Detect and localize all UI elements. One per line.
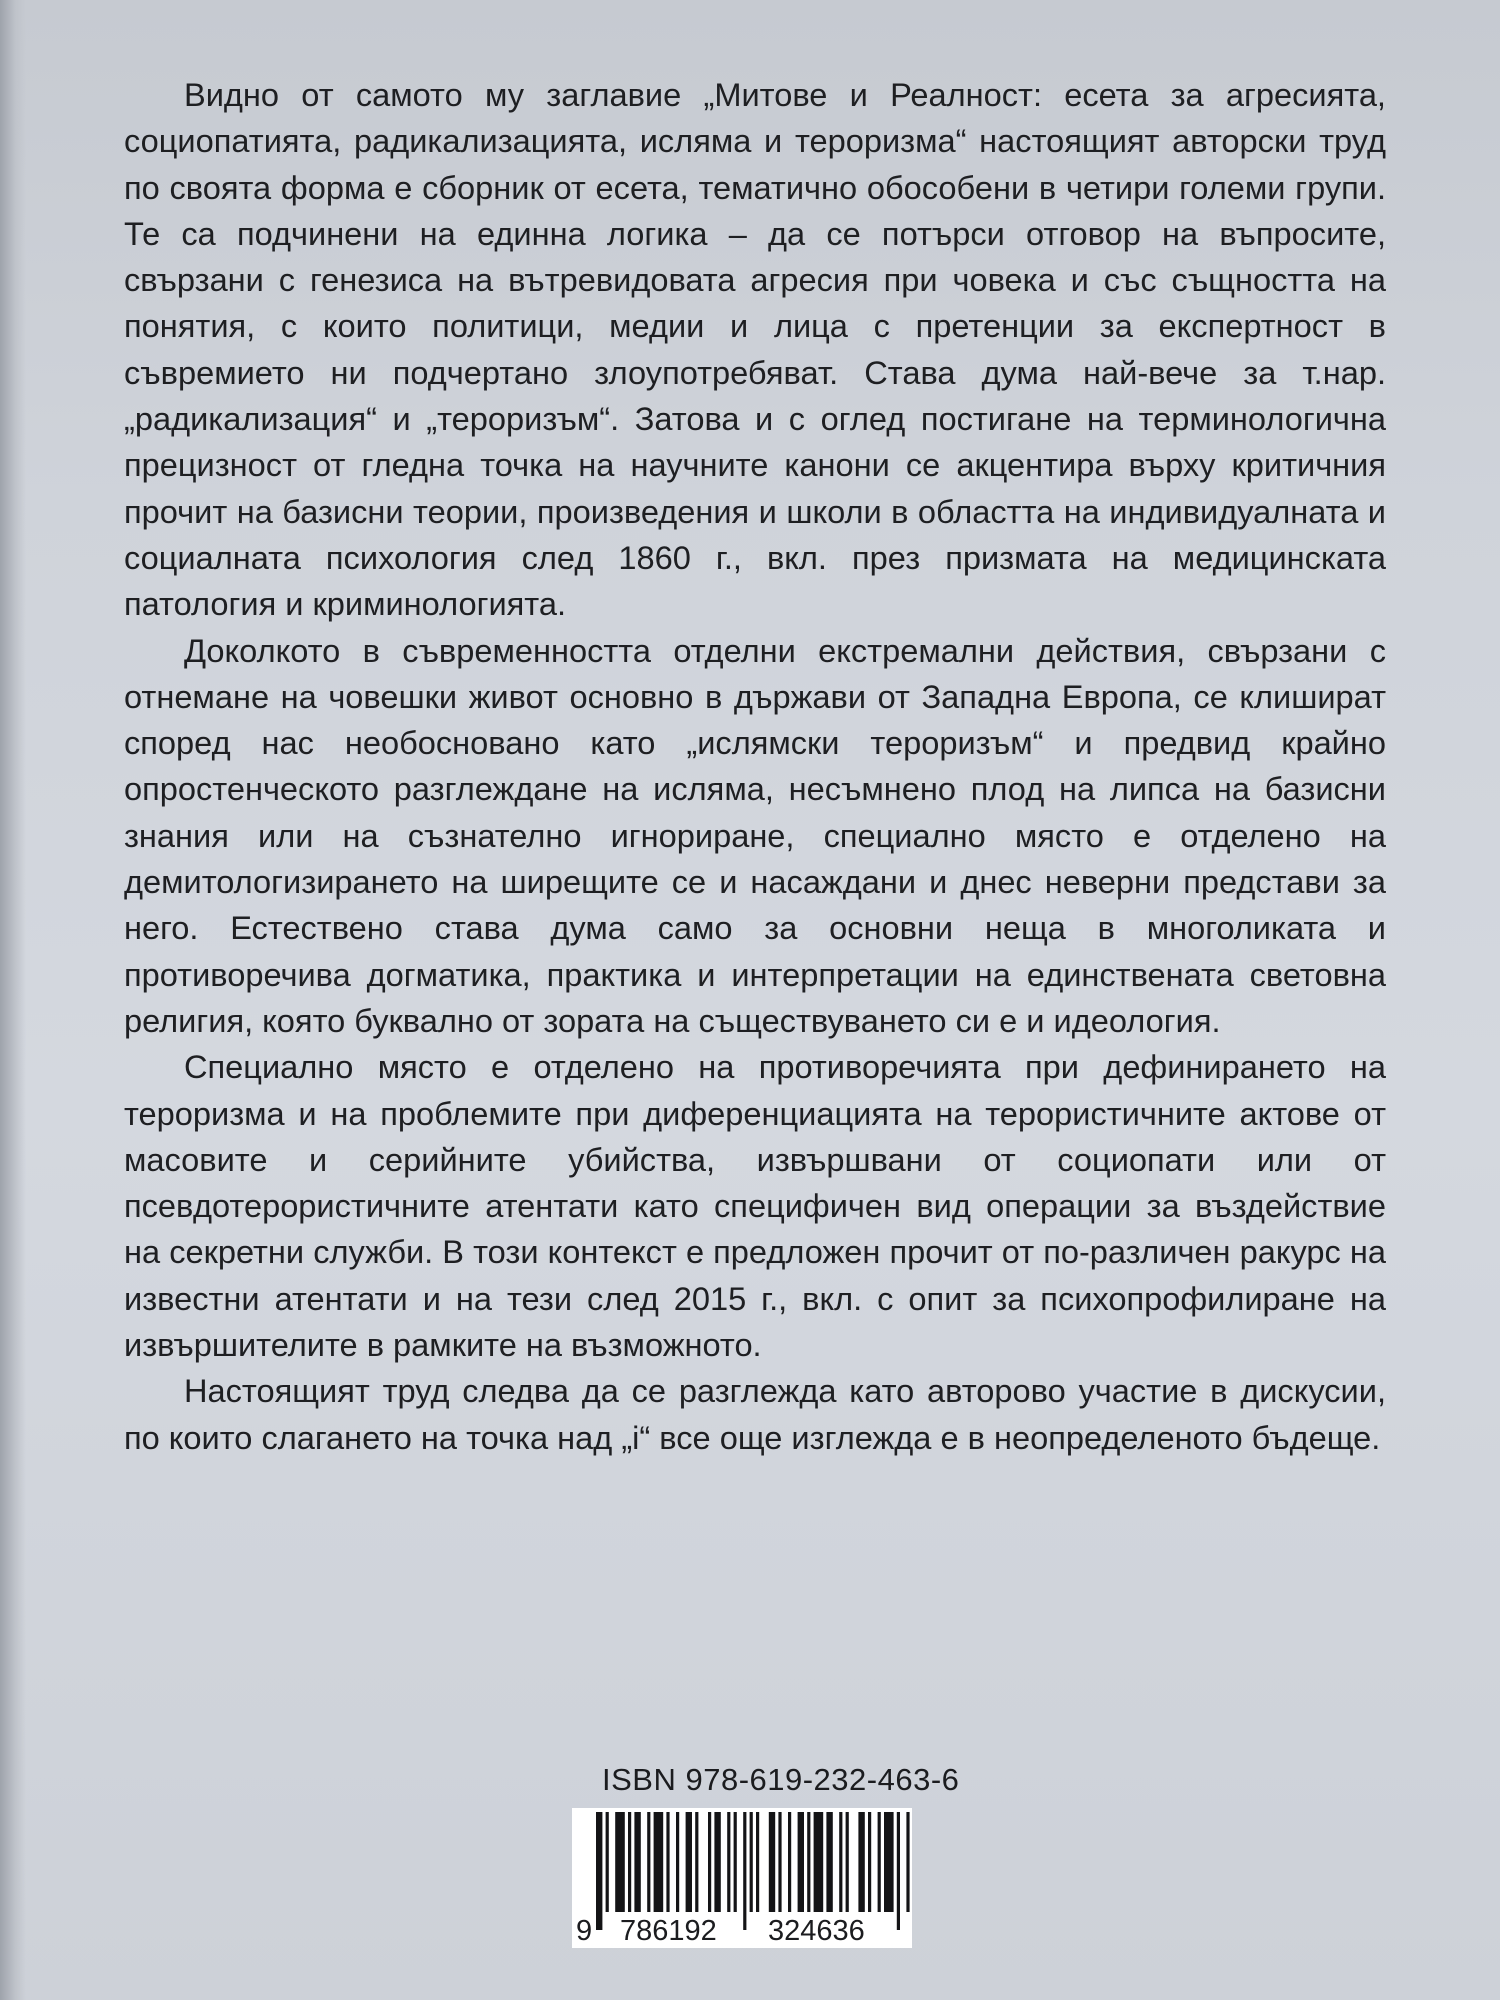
blurb-text bbox=[124, 72, 1386, 1461]
barcode-bar bbox=[686, 1812, 692, 1912]
blurb-paragraph-1: Видно от самото му заглавие „Митове и Реалност: есета за агресията, социопатията, радикализацията, исляма и тероризма“ настоящият авторски труд по своята форма е сборник от есета, тематично обособени в четири големи групи. Те са подчинени на единна логика – да се потърси отговор на въпросите, свързани с генезиса на вътревидовата агресия при човека и със същността на понятия, с които политици, медии и лица с претенции за експертност в съвремието ни подчертано злоупотребяват. Става дума най-вече за т.нар. „радикализация“ и „тероризъм“. Затова и с оглед постигане на терминологична прецизност от гледна точка на научните канони се акцентира върху критичния прочит на базисни теории, произведения и школи в областта на индивидуалната и социалната психология след 1860 г., вкл. през призмата на медицинската патология и криминологията. bbox=[124, 76, 1386, 623]
barcode-bar bbox=[628, 1812, 631, 1912]
barcode-bar bbox=[676, 1812, 679, 1912]
barcode-bar bbox=[666, 1812, 669, 1912]
barcode-left-digits: 786192 bbox=[620, 1915, 717, 1947]
barcode-right-digits: 324636 bbox=[768, 1915, 865, 1947]
barcode-bar bbox=[714, 1812, 720, 1912]
barcode-bar bbox=[778, 1812, 781, 1912]
barcode-bar bbox=[868, 1812, 871, 1912]
barcode-bar bbox=[798, 1812, 804, 1912]
isbn-block bbox=[572, 1762, 960, 1962]
barcode-lead-digit: 9 bbox=[576, 1915, 593, 1947]
blurb-paragraph-4: Настоящият труд следва да се разглежда като авторово участие в дискусии, по които слагането на точка над „i“ все още изглежда е в неопределеното бъдеще. bbox=[124, 1372, 1386, 1456]
blurb-paragraph-2: Доколкото в съвременността отделни екстремални действия, свързани с отнемане на човешки живот основно в държави от Западна Европа, се клишират според нас необосновано като „ислямски тероризъм“ и предвид крайно опростенческото разглеждане на исляма, несъмнено плод на липса на базисни знания или на съзнателно игнориране, специално място е отделено на демитологизирането на ширещите се и насаждани и днес неверни представи за него. Естествено става дума само за основни неща в многоликата и противоречива догматика, практика и интерпретации на единствената световна религия, която буквално от зората на съществуването си е и идеология. bbox=[124, 631, 1386, 1039]
barcode-bar bbox=[884, 1812, 894, 1912]
barcode-bar bbox=[615, 1812, 625, 1912]
spine-shadow bbox=[0, 0, 26, 2000]
isbn-number: ISBN 978-619-232-463-6 bbox=[602, 1762, 960, 1797]
barcode-bar bbox=[769, 1812, 775, 1912]
barcode-bar bbox=[846, 1812, 849, 1912]
barcode-bar bbox=[596, 1812, 602, 1930]
barcode-bar bbox=[897, 1812, 900, 1930]
barcode-bar bbox=[750, 1812, 753, 1912]
barcode-bar bbox=[606, 1812, 609, 1912]
blurb-paragraph-3: Специално място е отделено на противоречията при дефинирането на тероризма и на проблемите при диференциацията на терористичните актове от масовите и серийните убийства, извършвани от социопати или от псевдотерористичните атентати като специфичен вид операции за въздействие на секретни служби. В този контекст е предложен прочит от по-различен ракурс на известни атентати и на тези след 2015 г., вкл. с опит за психопрофилиране на извършителите в рамките на възможното. bbox=[124, 1048, 1386, 1364]
barcode-bar bbox=[734, 1812, 737, 1912]
barcode-bar bbox=[756, 1812, 759, 1912]
barcode-bar bbox=[654, 1812, 664, 1912]
barcode-bar bbox=[708, 1812, 711, 1912]
barcode-bar bbox=[814, 1812, 824, 1912]
barcode-bar bbox=[743, 1812, 746, 1930]
barcode-bar bbox=[695, 1812, 698, 1912]
barcode-bar bbox=[906, 1812, 909, 1912]
barcode-bar bbox=[647, 1812, 650, 1912]
barcode-bar bbox=[727, 1812, 730, 1912]
barcode-bar bbox=[858, 1812, 864, 1912]
barcode-bar bbox=[807, 1812, 810, 1912]
barcode-bar bbox=[826, 1812, 832, 1912]
barcode-bar bbox=[878, 1812, 881, 1912]
barcode-bar bbox=[634, 1812, 640, 1912]
barcode-bar bbox=[788, 1812, 791, 1912]
barcode-bar bbox=[839, 1812, 842, 1912]
isbn-barcode bbox=[572, 1808, 912, 1948]
